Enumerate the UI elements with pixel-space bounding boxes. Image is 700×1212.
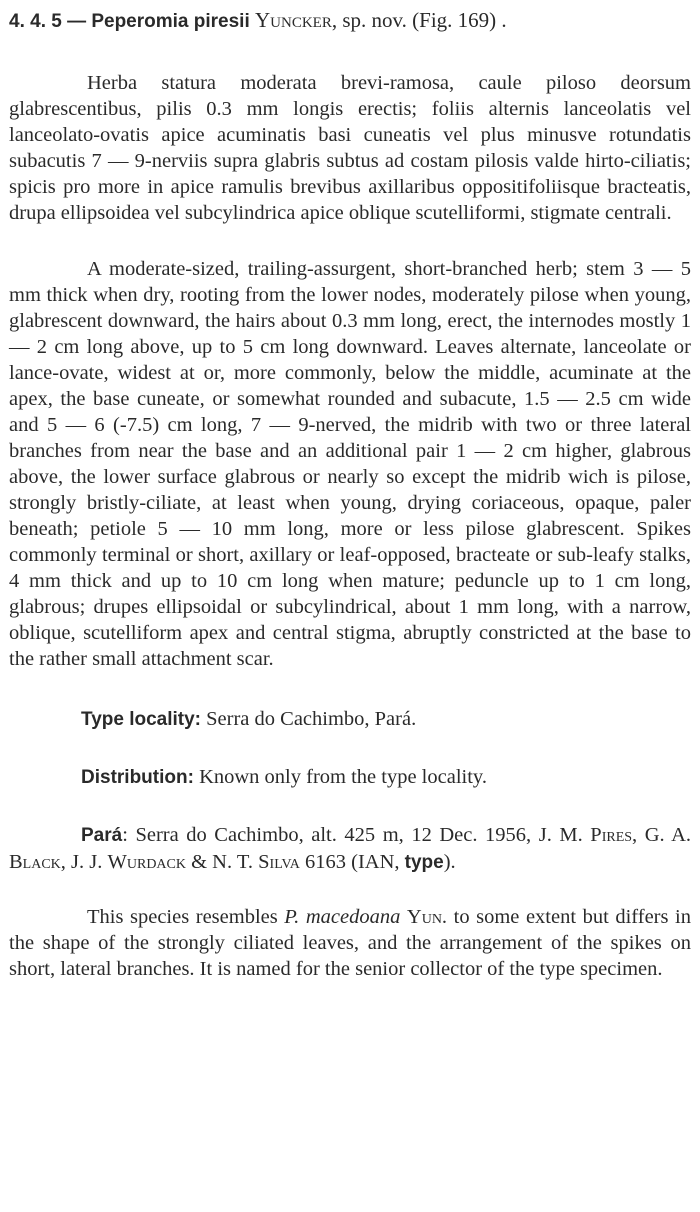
species-heading: 4. 4. 5 — Peperomia piresii Yuncker, sp. nov. (Fig. 169) . — [9, 8, 507, 32]
distribution-value: Known only from the type locality. — [199, 766, 487, 788]
specimen-sep-3: & N. T. — [185, 851, 259, 873]
collector-silva: Silva — [258, 851, 300, 873]
english-description: A moderate-sized, trailing-assurgent, short-branched herb; stem 3 — 5 mm thick when dry, rooting from the lower nodes, moderately pilose when young, glabrescent downward, the hairs about 0.3 mm long, erect, the internodes mostly 1 — 2 cm long above, up to 5 cm long downward. Leaves alternate, lanceolate or lance-ovate, widest at or, more commonly, below the middle, acuminate at the apex, the base cuneate, or somewhat rounded and subacute, 1.5 — 2.5 cm wide and 5 — 6 (-7.5) cm long, 7 — 9-nerved, the midrib with two or three lateral branches from near the base and an additional pair 1 — 2 cm higher, glabrous above, the lower surface glabrous or nearly so except the midrib wich is pilose, strongly bristly-ciliate, at least when young, drying coriaceous, opaque, paler beneath; petiole 5 — 10 mm long, more or less pilose glabrescent. Spikes commonly terminal or short, axillary or leaf-opposed, bracteate or sub-leafy stalks, 4 mm thick and up to 10 cm long when mature; peduncle up to 1 cm long, glabrous; drupes ellipsoidal or subcylindrical, about 1 mm long, with a narrow, oblique, scutelliform apex and central stigma, abruptly constricted at the base to the rather small attachment scar. — [9, 258, 691, 670]
specimen-sep-2: , J. J. — [60, 851, 108, 873]
collector-wurdack: Wurdack — [107, 851, 186, 873]
species-status: sp. nov. — [342, 8, 407, 32]
heading-dash: — — [67, 11, 87, 32]
latin-description: Herba statura moderata brevi-ramosa, caule piloso deorsum glabrescentibus, pilis 0.3 mm longis erectis; foliis alternis lanceolatis vel lanceolato-ovatis apice acuminatis basi cuneatis vel plus minusve rotundatis subacutis 7 — 9-nerviis supra glabris subtus ad costam pilosis valde hirto-ciliatis; spicis pro more in apice ramulis brevibus axillaribus oppositifoliisque bracteatis, drupa ellipsoidea vel subcylindrica apice oblique scutelliformi, stigmate centrali. — [9, 72, 691, 224]
figure-reference: (Fig. 169) — [412, 8, 497, 32]
specimen-number: 6163 (IAN, — [299, 851, 405, 873]
specimen-region: Pará — [81, 825, 123, 846]
species-author: Yuncker — [254, 8, 332, 32]
type-locality-value: Serra do Cachimbo, Pará. — [206, 708, 417, 730]
remark-after: to some extent but differs in the shape of the strongly ciliated leaves, and the arrangement of the spikes on short, lateral branches. It is named for the senior collector of the type specimen. — [9, 906, 691, 980]
compared-author: Yun. — [406, 906, 448, 928]
distribution — [9, 764, 691, 791]
specimen-text: : Serra do Cachimbo, alt. 425 m, 12 Dec. 1956, J. M. — [122, 824, 591, 846]
specimen-end: ). — [443, 851, 456, 873]
specimen-sep-1: , G. A. — [632, 824, 692, 846]
type-word: type — [404, 852, 444, 873]
specimen-citation — [9, 822, 691, 876]
heading-end: . — [501, 8, 507, 32]
section-number: 4. 4. 5 — [9, 11, 62, 32]
species-remark — [9, 904, 691, 982]
collector-pires: Pires — [590, 824, 633, 846]
document-page — [9, 6, 691, 982]
distribution-label: Distribution: — [81, 767, 194, 788]
type-locality-label: Type locality: — [81, 709, 202, 730]
collector-black: Black — [9, 851, 61, 873]
type-locality — [9, 706, 691, 733]
species-name: Peperomia piresii — [91, 11, 250, 32]
remark-before: This species resembles — [87, 906, 285, 928]
compared-species: P. macedoana — [284, 906, 401, 928]
